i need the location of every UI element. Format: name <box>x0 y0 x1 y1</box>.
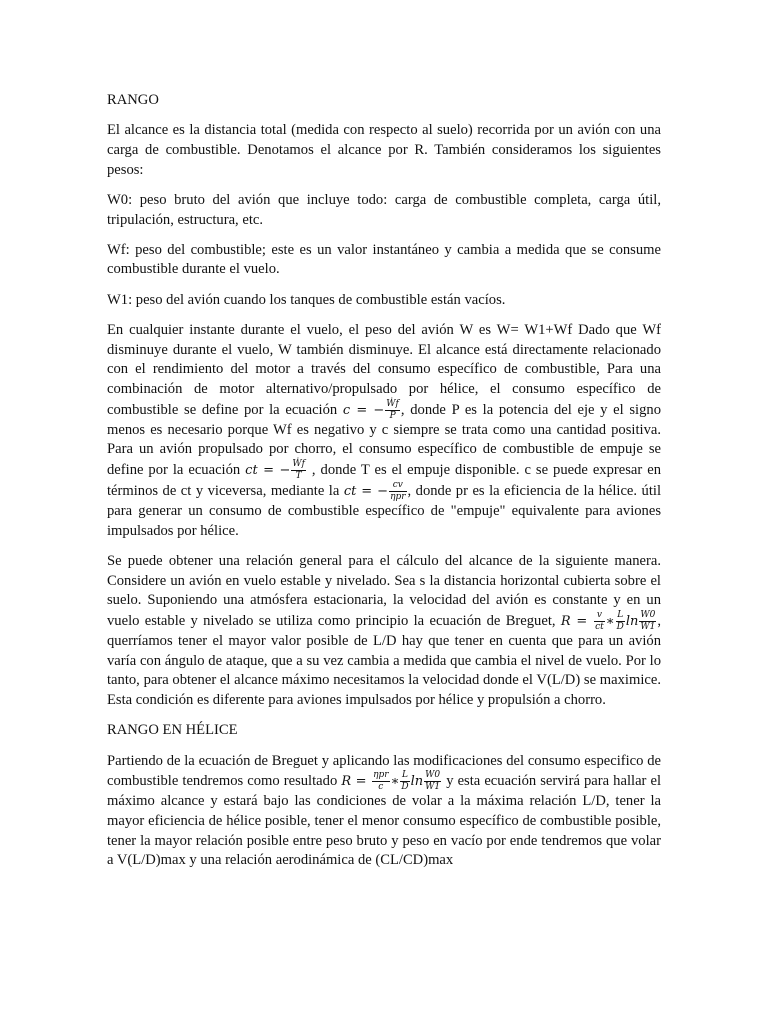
fraction-numerator: cv <box>389 481 406 492</box>
fraction-denominator: D <box>401 782 409 793</box>
fraction-numerator: Ẇf <box>386 398 399 409</box>
fraction-denominator: W1 <box>640 622 656 633</box>
equation-lhs: ct = − <box>245 463 291 479</box>
equation-lhs: ct = − <box>343 484 389 500</box>
equation-ln: ln <box>625 614 639 630</box>
fraction-numerator: L <box>617 610 624 621</box>
equation-fraction <box>400 771 409 792</box>
equation-fraction <box>424 771 441 792</box>
fraction-numerator: W0 <box>640 610 656 621</box>
paragraph-w0: W0: peso bruto del avión que incluye todo: carga de combustible completa, carga útil, tripulación, estructura, etc. <box>107 191 661 228</box>
equation-operator: ∗ <box>605 614 615 630</box>
fraction-numerator: v <box>594 611 605 622</box>
fraction-denominator: P <box>389 410 396 421</box>
paragraph-consumo-especifico <box>107 321 661 542</box>
equation-fraction <box>389 481 406 502</box>
equation-breguet <box>560 610 658 633</box>
paragraph-text: , donde P es la potencia del eje y el signo menos es necesario porque Wf es negativo y c siempre se trata como una cantidad positiva. Para un avión propulsado por chorro, el consumo específico de combustible de empuje se define por la ecuación <box>107 401 661 479</box>
equation-c <box>342 398 401 421</box>
fraction-denominator: c <box>378 782 384 793</box>
document-body <box>107 91 661 882</box>
fraction-denominator: D <box>616 622 624 633</box>
fraction-numerator: L <box>402 770 408 781</box>
paragraph-text: , querríamos tener el mayor valor posible de L/D hay que tener en cuenta que para un avión varía con ángulo de ataque, que a su vez cambia a medida que cambia el nivel de vuelo. Por lo tanto, para obtener el alcance máximo necesitamos la velocidad donde el V(L/D) se maximice. Esta condición es diferente para aviones impulsados por hélice y propulsión a chorro. <box>107 613 661 709</box>
equation-fraction <box>616 611 625 632</box>
fraction-denominator: T <box>295 471 302 482</box>
paragraph-text: Se puede obtener una relación general para el cálculo del alcance de la siguiente manera. Considere un avión en vuelo estable y nivelado. Sea s la distancia horizontal cubierta sobre el suelo. Suponiendo una atmósfera estacionaria, la velocidad del avión es constante y en un vuelo estable y nivelado se utiliza como principio la ecuación de Breguet, <box>107 552 661 630</box>
paragraph-alcance-definition: El alcance es la distancia total (medida con respecto al suelo) recorrida por un avión con una carga de combustible. Denotamos el alcance por R. También consideramos los siguientes pesos: <box>107 122 661 178</box>
paragraph-wf: Wf: peso del combustible; este es un valor instantáneo y cambia a medida que se consume combustible durante el vuelo. <box>107 241 661 278</box>
section-title-rango: RANGO <box>107 92 159 108</box>
paragraph-w1: W1: peso del avión cuando los tanques de combustible están vacíos. <box>107 291 506 308</box>
equation-ct-cv <box>343 480 408 503</box>
equation-lhs: R = <box>560 614 594 630</box>
equation-ln: ln <box>410 774 424 790</box>
equation-operator: ∗ <box>390 774 400 790</box>
fraction-numerator: W0 <box>425 770 441 781</box>
paragraph-text: , donde pr es la eficiencia de la hélice. útil para generar un consumo de combustible específico de "empuje" equivalente para aviones impulsados por hélice. <box>107 483 661 539</box>
paragraph-text: Partiendo de la ecuación de Breguet y aplicando las modificaciones del consumo especifico de combustible tendremos como resultado <box>107 752 661 790</box>
equation-ct <box>245 459 307 482</box>
paragraph-text: y esta ecuación servirá para hallar el máximo alcance y estará bajo las condiciones de volar a la máxima relación L/D, tener la mayor eficiencia de hélice posible, tener el menor consumo específico de combustible posible, tener la mayor relación posible entre peso bruto y peso en vacío por ende tendremos que volar a V(L/D)max y una relación aerodinámica de (CL/CD)max <box>107 773 662 869</box>
fraction-denominator: ct <box>595 622 604 633</box>
fraction-numerator: Ẇf <box>292 459 305 470</box>
equation-fraction <box>385 400 400 421</box>
paragraph-text: , donde T es el empuje disponible. c se puede expresar en términos de ct y viceversa, mediante la <box>107 462 661 500</box>
fraction-numerator: ηpr <box>373 770 389 781</box>
equation-fraction <box>639 611 656 632</box>
paragraph-rango-helice <box>107 752 661 872</box>
paragraph-text: En cualquier instante durante el vuelo, el peso del avión W es W= W1+Wf Dado que Wf disminuye durante el vuelo, W también disminuye. El alcance está directamente relacionado con el rendimiento del motor a través del consumo específico de combustible, Para una combinación de motor alternativo/propulsado por hélice, el consumo específico de combustible se define por la ecuación <box>107 321 661 418</box>
equation-lhs: c = − <box>342 402 385 418</box>
fraction-denominator: ηpr <box>390 492 406 503</box>
equation-lhs: R = <box>341 774 372 790</box>
paragraph-breguet <box>107 552 661 711</box>
equation-fraction <box>594 611 605 632</box>
equation-fraction <box>291 460 306 481</box>
fraction-denominator: W1 <box>425 782 441 793</box>
section-title-rango-en-helice: RANGO EN HÉLICE <box>107 722 238 739</box>
equation-fraction <box>372 771 389 792</box>
equation-breguet-helice <box>341 770 442 793</box>
